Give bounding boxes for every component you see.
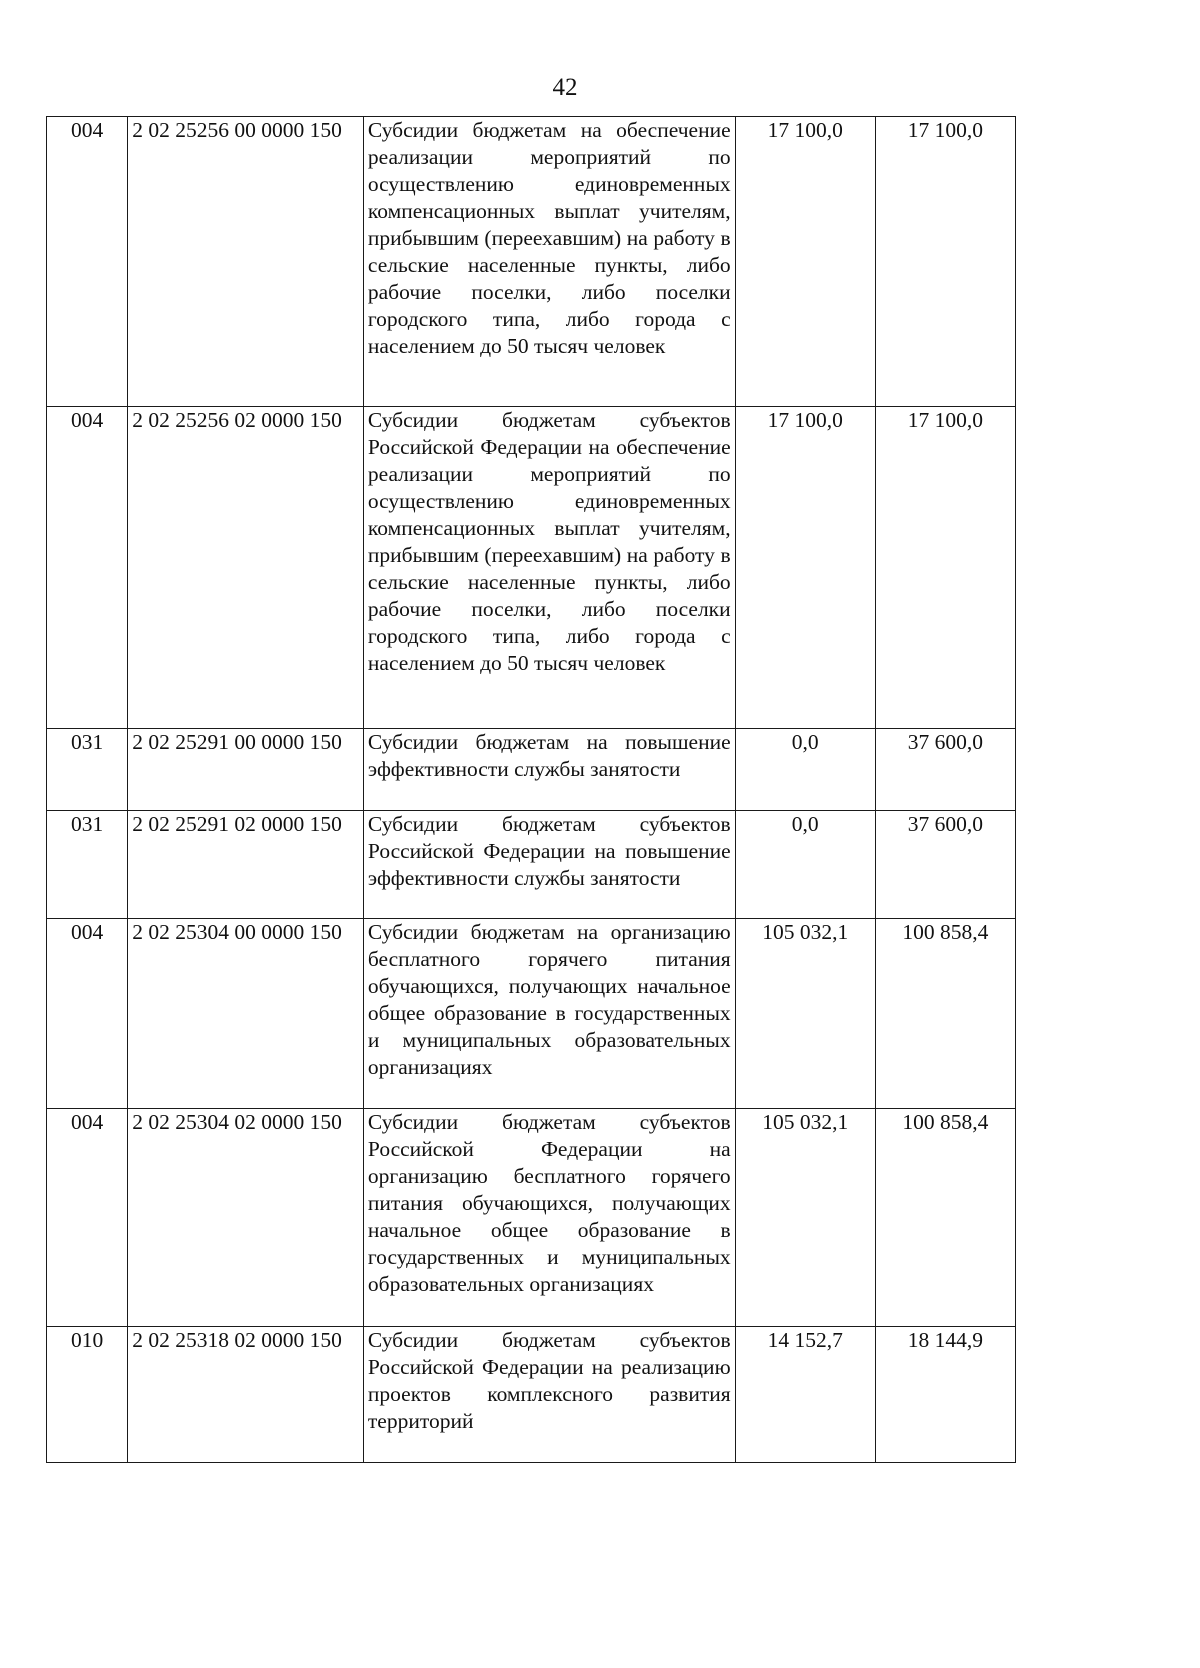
amount-year-1-cell: 17 100,0 [735,407,875,729]
revenue-name-cell: Субсидии бюджетам субъектов Российской Федерации на реализацию проектов комплексного развития территорий [363,1327,735,1463]
budget-classification-code-cell: 2 02 25304 02 0000 150 [128,1109,364,1327]
amount-year-2-cell: 18 144,9 [875,1327,1015,1463]
amount-year-1-cell: 105 032,1 [735,1109,875,1327]
revenue-name-cell: Субсидии бюджетам на организацию бесплатного горячего питания обучающихся, получающих начальное общее образование в государственных и муниципальных образовательных организациях [363,919,735,1109]
budget-classification-code-cell: 2 02 25291 02 0000 150 [128,811,364,919]
amount-year-2-cell: 37 600,0 [875,729,1015,811]
table-row [47,1327,1016,1463]
amount-year-2-cell: 37 600,0 [875,811,1015,919]
table-row [47,117,1016,407]
admin-code-cell: 031 [47,811,128,919]
amount-year-1-cell: 14 152,7 [735,1327,875,1463]
revenue-name-cell: Субсидии бюджетам субъектов Российской Федерации на повышение эффективности службы занятости [363,811,735,919]
budget-classification-code-cell: 2 02 25318 02 0000 150 [128,1327,364,1463]
page-number: 42 [552,74,578,101]
table-row [47,811,1016,919]
revenue-name-cell: Субсидии бюджетам субъектов Российской Федерации на организацию бесплатного горячего питания обучающихся, получающих начальное общее образование в государственных и муниципальных образовательных организациях [363,1109,735,1327]
admin-code-cell: 004 [47,117,128,407]
budget-classification-code-cell: 2 02 25291 00 0000 150 [128,729,364,811]
amount-year-2-cell: 17 100,0 [875,117,1015,407]
revenue-name-cell: Субсидии бюджетам на обеспечение реализации мероприятий по осуществлению единовременных компенсационных выплат учителям, прибывшим (переехавшим) на работу в сельские населенные пункты, либо рабочие поселки, либо поселки городского типа, либо города с населением до 50 тысяч человек [363,117,735,407]
table-row [47,729,1016,811]
revenue-name-cell: Субсидии бюджетам субъектов Российской Федерации на обеспечение реализации мероприятий по осуществлению единовременных компенсационных выплат учителям, прибывшим (переехавшим) на работу в сельские населенные пункты, либо рабочие поселки, либо поселки городского типа, либо города с населением до 50 тысяч человек [363,407,735,729]
amount-year-1-cell: 0,0 [735,729,875,811]
budget-classification-code-cell: 2 02 25256 00 0000 150 [128,117,364,407]
admin-code-cell: 004 [47,1109,128,1327]
admin-code-cell: 004 [47,919,128,1109]
budget-classification-code-cell: 2 02 25304 00 0000 150 [128,919,364,1109]
amount-year-2-cell: 100 858,4 [875,1109,1015,1327]
amount-year-1-cell: 17 100,0 [735,117,875,407]
amount-year-2-cell: 17 100,0 [875,407,1015,729]
admin-code-cell: 010 [47,1327,128,1463]
table-row [47,1109,1016,1327]
budget-classification-code-cell: 2 02 25256 02 0000 150 [128,407,364,729]
table-row [47,407,1016,729]
amount-year-1-cell: 0,0 [735,811,875,919]
admin-code-cell: 031 [47,729,128,811]
budget-revenue-table [46,116,1016,1463]
admin-code-cell: 004 [47,407,128,729]
table-row [47,919,1016,1109]
amount-year-1-cell: 105 032,1 [735,919,875,1109]
amount-year-2-cell: 100 858,4 [875,919,1015,1109]
revenue-name-cell: Субсидии бюджетам на повышение эффективности службы занятости [363,729,735,811]
